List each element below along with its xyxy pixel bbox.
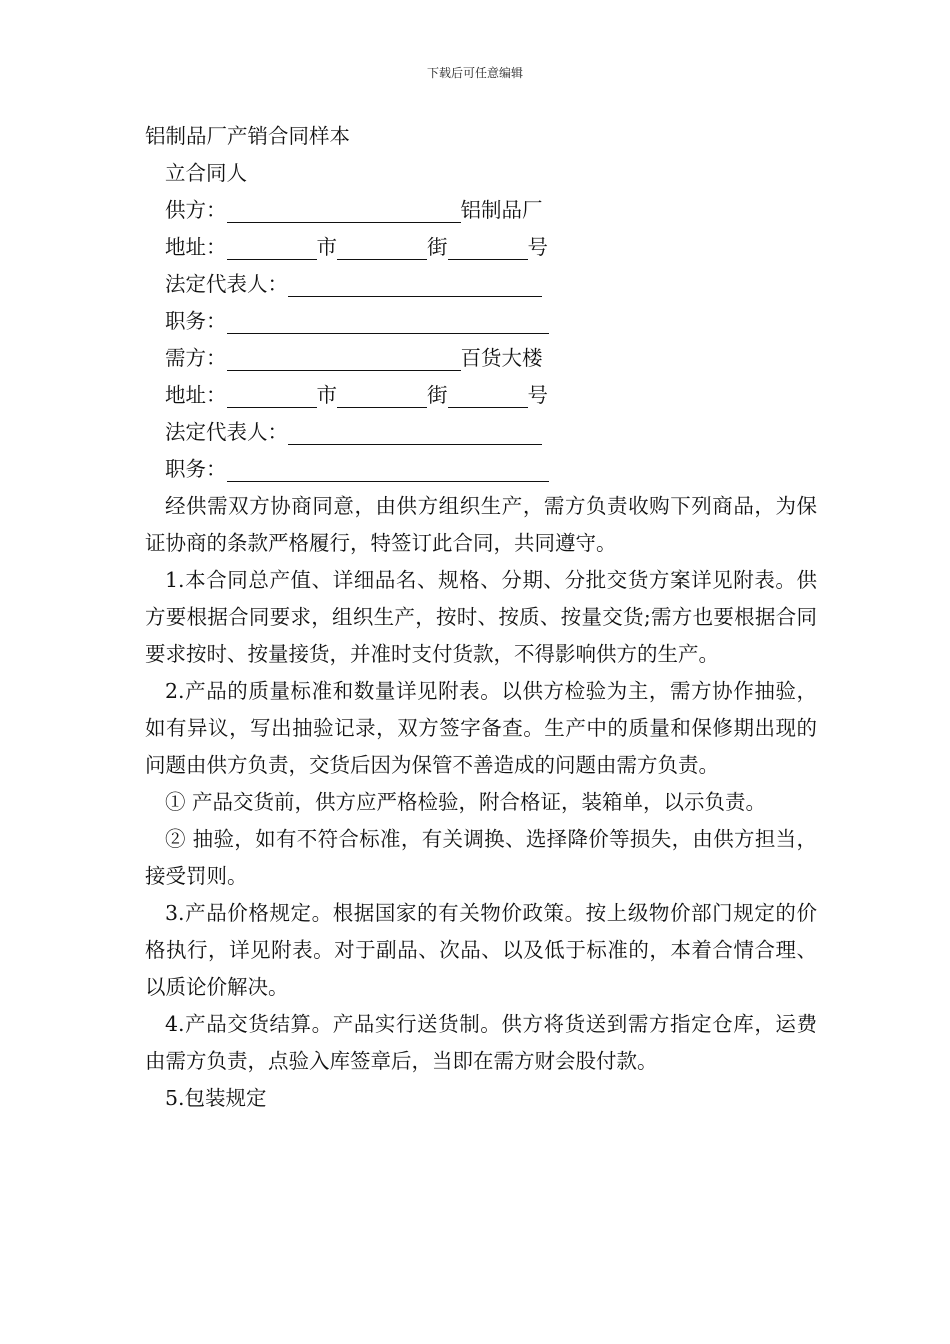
buyer-street-blank[interactable] bbox=[337, 382, 427, 408]
buyer-label: 需方： bbox=[165, 346, 227, 370]
clause-3-paragraph: 3.产品价格规定。根据国家的有关物价政策。按上级物价部门规定的价格执行，详见附表。对于副品、次品、以及低于标准的，本着合情合理、以质论价解决。 bbox=[145, 901, 817, 999]
supplier-rep-blank[interactable] bbox=[288, 271, 542, 297]
supplier-line bbox=[145, 192, 817, 229]
supplier-city-blank[interactable] bbox=[227, 234, 317, 260]
supplier-label: 供方： bbox=[165, 198, 227, 222]
parties-heading: 立合同人 bbox=[165, 161, 247, 185]
supplier-street-blank[interactable] bbox=[337, 234, 427, 260]
buyer-position-label: 职务： bbox=[165, 457, 227, 481]
clause-2-item-1: ① 产品交货前，供方应严格检验，附合格证，装箱单，以示负责。 bbox=[165, 790, 767, 814]
contract-body bbox=[145, 118, 817, 1117]
clause-5-heading: 5.包装规定 bbox=[165, 1086, 267, 1110]
buyer-rep-label: 法定代表人： bbox=[165, 420, 288, 444]
buyer-position-blank[interactable] bbox=[227, 456, 549, 482]
buyer-rep-blank[interactable] bbox=[288, 419, 542, 445]
supplier-city-label: 市 bbox=[316, 235, 337, 259]
supplier-suffix: 铝制品厂 bbox=[460, 198, 543, 222]
buyer-city-blank[interactable] bbox=[227, 382, 317, 408]
supplier-position-label: 职务： bbox=[165, 309, 227, 333]
buyer-line bbox=[145, 340, 817, 377]
buyer-position-line bbox=[145, 451, 817, 488]
intro-paragraph: 经供需双方协商同意，由供方组织生产，需方负责收购下列商品，为保证协商的条款严格履行，特签订此合同，共同遵守。 bbox=[145, 494, 817, 555]
supplier-rep-label: 法定代表人： bbox=[165, 272, 288, 296]
buyer-address-label: 地址： bbox=[165, 383, 227, 407]
buyer-suffix: 百货大楼 bbox=[460, 346, 543, 370]
document-title: 铝制品厂产销合同样本 bbox=[145, 124, 350, 148]
supplier-number-label: 号 bbox=[527, 235, 548, 259]
buyer-street-label: 街 bbox=[427, 383, 448, 407]
page-header-note: 下载后可任意编辑 bbox=[426, 66, 523, 80]
supplier-name-blank[interactable] bbox=[227, 197, 461, 223]
buyer-address-line bbox=[145, 377, 817, 414]
clause-2-item-2: ② 抽验，如有不符合标准，有关调换、选择降价等损失，由供方担当，接受罚则。 bbox=[145, 827, 817, 888]
supplier-position-blank[interactable] bbox=[227, 308, 549, 334]
supplier-address-line bbox=[145, 229, 817, 266]
clause-1-paragraph: 1.本合同总产值、详细品名、规格、分期、分批交货方案详见附表。供方要根据合同要求，组织生产，按时、按质、按量交货;需方也要根据合同要求按时、按量接货，并准时支付货款，不得影响供方的生产。 bbox=[145, 568, 817, 666]
buyer-name-blank[interactable] bbox=[227, 345, 461, 371]
buyer-rep-line bbox=[145, 414, 817, 451]
buyer-number-label: 号 bbox=[527, 383, 548, 407]
clause-2-paragraph: 2.产品的质量标准和数量详见附表。以供方检验为主，需方协作抽验，如有异议，写出抽验记录，双方签字备查。生产中的质量和保修期出现的问题由供方负责，交货后因为保管不善造成的问题由需方负责。 bbox=[145, 679, 817, 777]
buyer-city-label: 市 bbox=[316, 383, 337, 407]
clause-4-paragraph: 4.产品交货结算。产品实行送货制。供方将货送到需方指定仓库，运费由需方负责，点验入库签章后，当即在需方财会股付款。 bbox=[145, 1012, 817, 1073]
supplier-street-label: 街 bbox=[427, 235, 448, 259]
supplier-address-label: 地址： bbox=[165, 235, 227, 259]
supplier-number-blank[interactable] bbox=[448, 234, 528, 260]
supplier-rep-line bbox=[145, 266, 817, 303]
supplier-position-line bbox=[145, 303, 817, 340]
buyer-number-blank[interactable] bbox=[448, 382, 528, 408]
